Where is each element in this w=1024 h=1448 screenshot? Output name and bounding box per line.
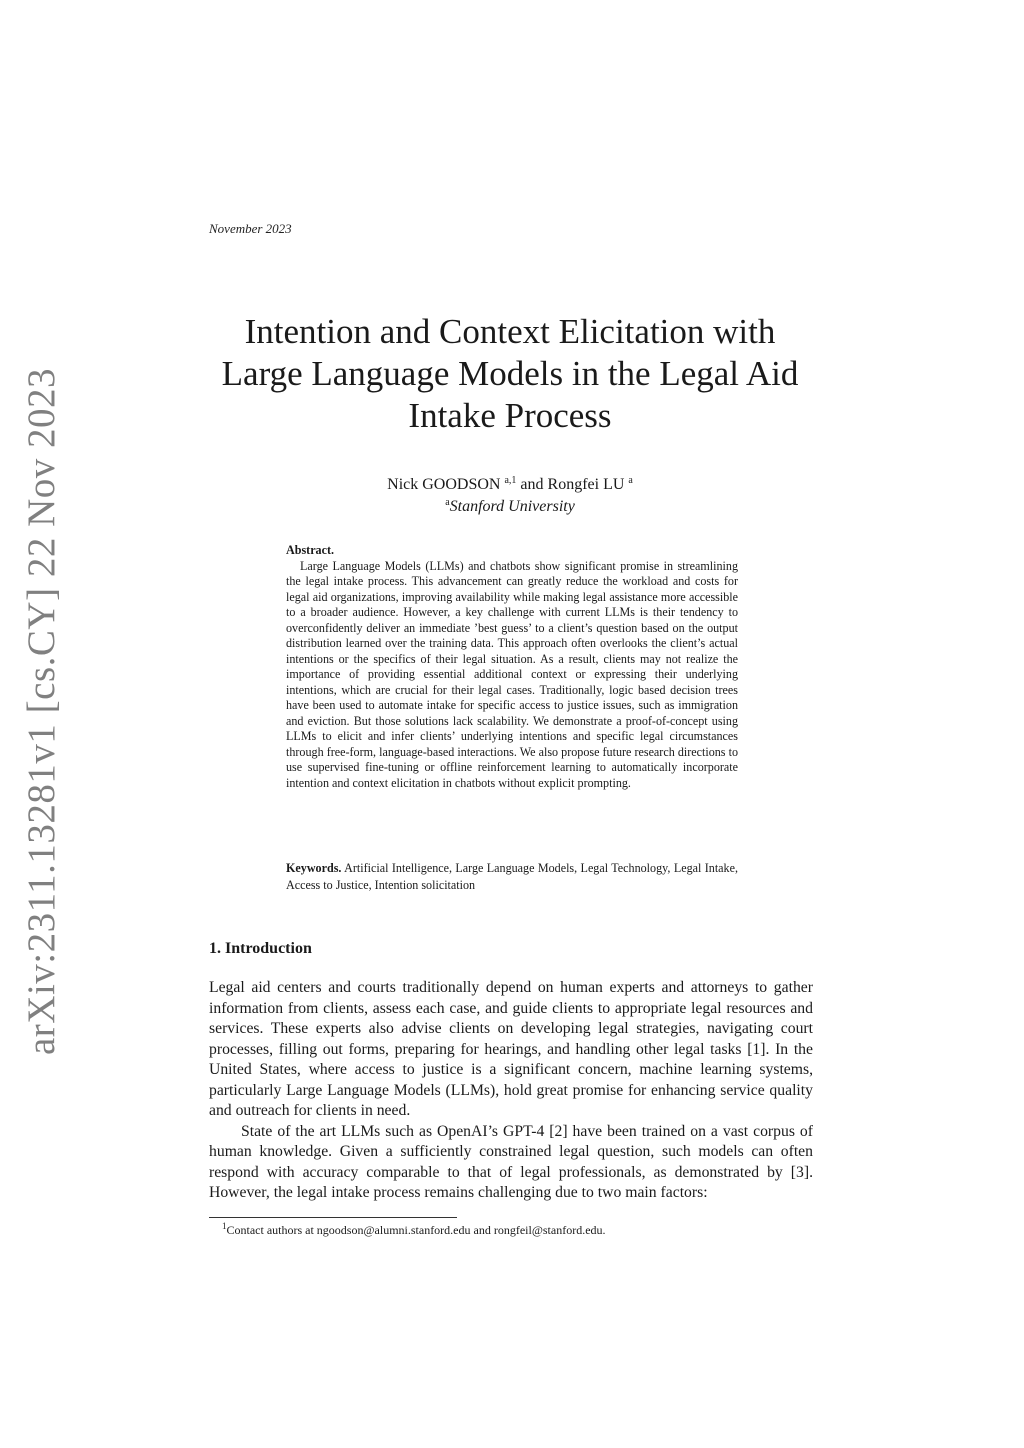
author-affiliation-mark: a,1 [504, 475, 517, 486]
author-name: Nick GOODSON [387, 476, 501, 493]
paper-title [160, 311, 860, 437]
keywords-label: Keywords. [286, 861, 342, 875]
author-list [200, 474, 820, 496]
title-line-1: Intention and Context Elicitation with [244, 312, 776, 351]
author-name: Rongfei LU [547, 476, 625, 493]
author-conjunction: and [520, 476, 544, 493]
affiliation-mark: a [445, 497, 450, 508]
footnote-text: Contact authors at ngoodson@alumni.stanford.edu and rongfeil@stanford.edu. [226, 1223, 606, 1237]
footnote-divider [209, 1217, 457, 1218]
affiliation [200, 496, 820, 518]
section-heading-introduction: 1. Introduction [209, 940, 312, 957]
footnote [222, 1222, 606, 1238]
abstract-block [286, 543, 738, 791]
introduction-body [209, 978, 813, 1204]
body-paragraph: Legal aid centers and courts traditionally depend on human experts and attorneys to gather information from clients, assess each case, and guide clients to appropriate legal resources and services. These experts also advise clients on developing legal strategies, navigating court processes, filling out forms, preparing for hearings, and handling other legal tasks [1]. In the United States, where access to justice is a significant concern, machine learning systems, particularly Large Language Models (LLMs), hold great promise for enhancing service quality and outreach for clients in need. [209, 979, 813, 1119]
arxiv-identifier-stamp: arXiv:2311.13281v1 [cs.CY] 22 Nov 2023 [20, 368, 63, 1055]
affiliation-name: Stanford University [449, 498, 575, 515]
publication-date: November 2023 [209, 221, 292, 236]
body-paragraph: State of the art LLMs such as OpenAI’s GPT-4 [2] have been trained on a vast corpus of human knowledge. Given a sufficiently constrained legal question, such models can often respond with accuracy comparable to that of legal professionals, as demonstrated by [3]. However, the legal intake process remains challenging due to two main factors: [209, 1122, 813, 1201]
author-affiliation-mark: a [628, 475, 633, 486]
abstract-heading: Abstract. [286, 543, 335, 557]
title-line-3: Intake Process [408, 396, 612, 435]
abstract-text: Large Language Models (LLMs) and chatbots show significant promise in streamlining the legal intake process. This advancement can greatly reduce the workload and costs for legal aid organizations, improving availability while making legal assistance more accessible to a broader audience. However, a key challenge with current LLMs is their tendency to overconfidently deliver an immediate ’best guess’ to a client’s question based on the output distribution learned over the training data. This approach often overlooks the client’s actual intentions or the specifics of their legal situation. As a result, clients may not realize the importance of providing essential additional context or expressing their underlying intentions, which are crucial for their legal cases. Traditionally, logic based decision trees have been used to automate intake for specific access to justice issues, such as immigration and eviction. But those solutions lack scalability. We demonstrate a proof-of-concept using LLMs to elicit and infer clients’ underlying intentions and specific legal circumstances through free-form, language-based interactions. We also propose future research directions to use supervised fine-tuning or offline reinforcement learning to automatically incorporate intention and context elicitation in chatbots without explicit prompting. [286, 558, 738, 790]
keywords-block [286, 860, 738, 894]
title-line-2: Large Language Models in the Legal Aid [221, 354, 799, 393]
keywords-text: Artificial Intelligence, Large Language Models, Legal Technology, Legal Intake, Access to Justice, Intention solicitation [286, 861, 738, 892]
footnote-mark: 1 [222, 1221, 227, 1231]
